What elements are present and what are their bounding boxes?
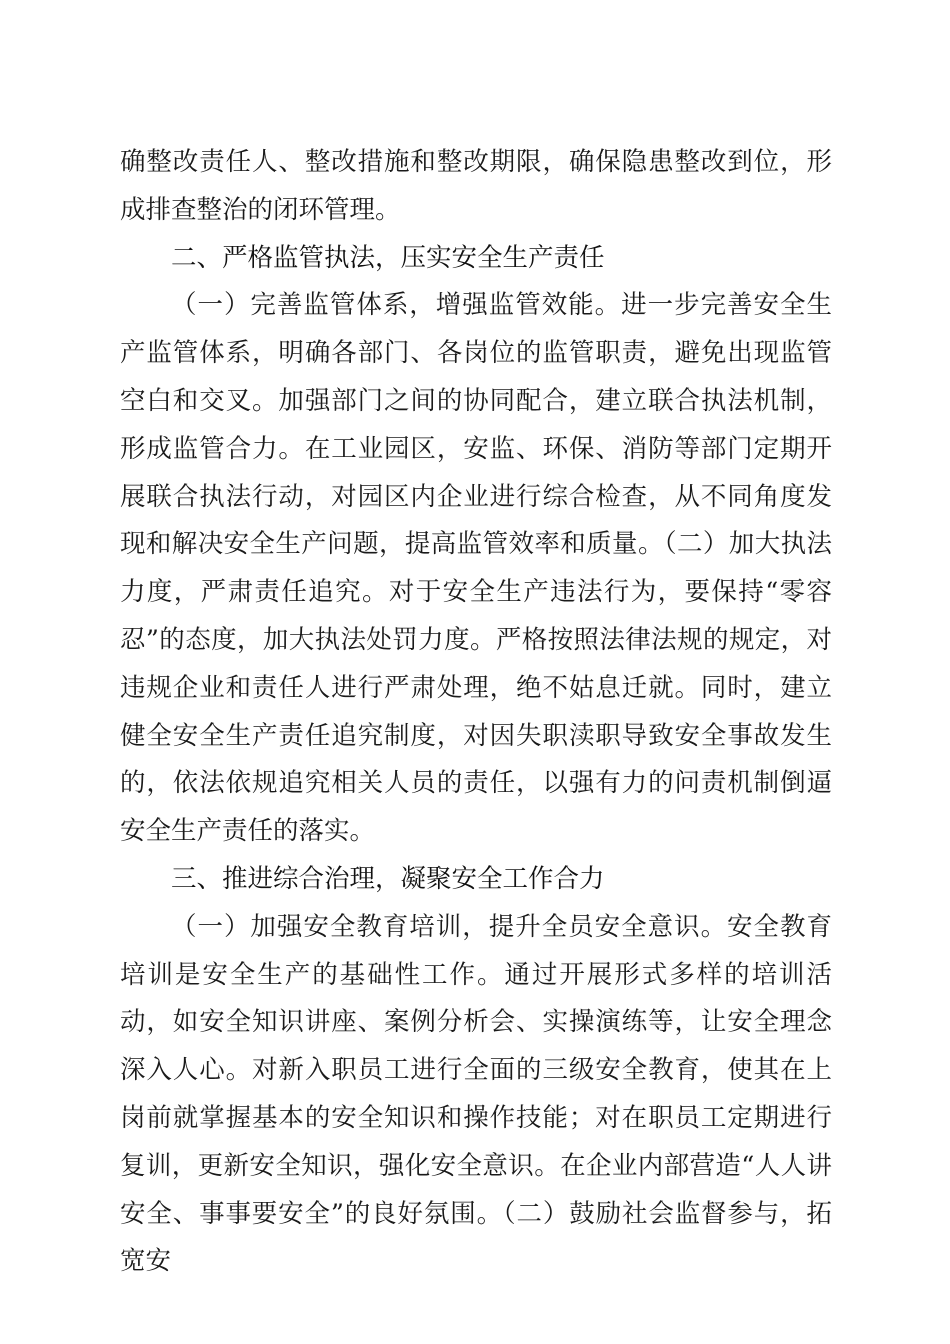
section-heading-three: 三、推进综合治理，凝聚安全工作合力: [171, 863, 605, 894]
document-body: [120, 139, 832, 1286]
paragraph-continuation: 确整改责任人、整改措施和整改期限，确保隐患整改到位，形成排查整治的闭环管理。: [120, 147, 832, 225]
paragraph-supervision: （一）完善监管体系，增强监管效能。进一步完善安全生产监管体系，明确各部门、各岗位的监管职责，避免出现监管空白和交叉。加强部门之间的协同配合，建立联合执法机制，形成监管合力。在工业园区，安监、环保、消防等部门定期开展联合执法行动，对园区内企业进行综合检查，从不同角度发现和解决安全生产问题，提高监管效率和质量。（二）加大执法力度，严肃责任追究。对于安全生产违法行为，要保持“零容忍”的态度，加大执法处罚力度。严格按照法律法规的规定，对违规企业和责任人进行严肃处理，绝不姑息迁就。同时，建立健全安全生产责任追究制度，对因失职渎职导致安全事故发生的，依法依规追究相关人员的责任，以强有力的问责机制倒逼安全生产责任的落实。: [120, 290, 832, 847]
section-heading-two: 二、严格监管执法，压实安全生产责任: [171, 242, 605, 273]
paragraph-education: （一）加强安全教育培训，提升全员安全意识。安全教育培训是安全生产的基础性工作。通过开展形式多样的培训活动，如安全知识讲座、案例分析会、实操演练等，让安全理念深入人心。对新入职员工进行全面的三级安全教育，使其在上岗前就掌握基本的安全知识和操作技能；对在职员工定期进行复训，更新安全知识，强化安全意识。在企业内部营造“人人讲安全、事事要安全”的良好氛围。（二）鼓励社会监督参与，拓宽安: [120, 911, 832, 1277]
